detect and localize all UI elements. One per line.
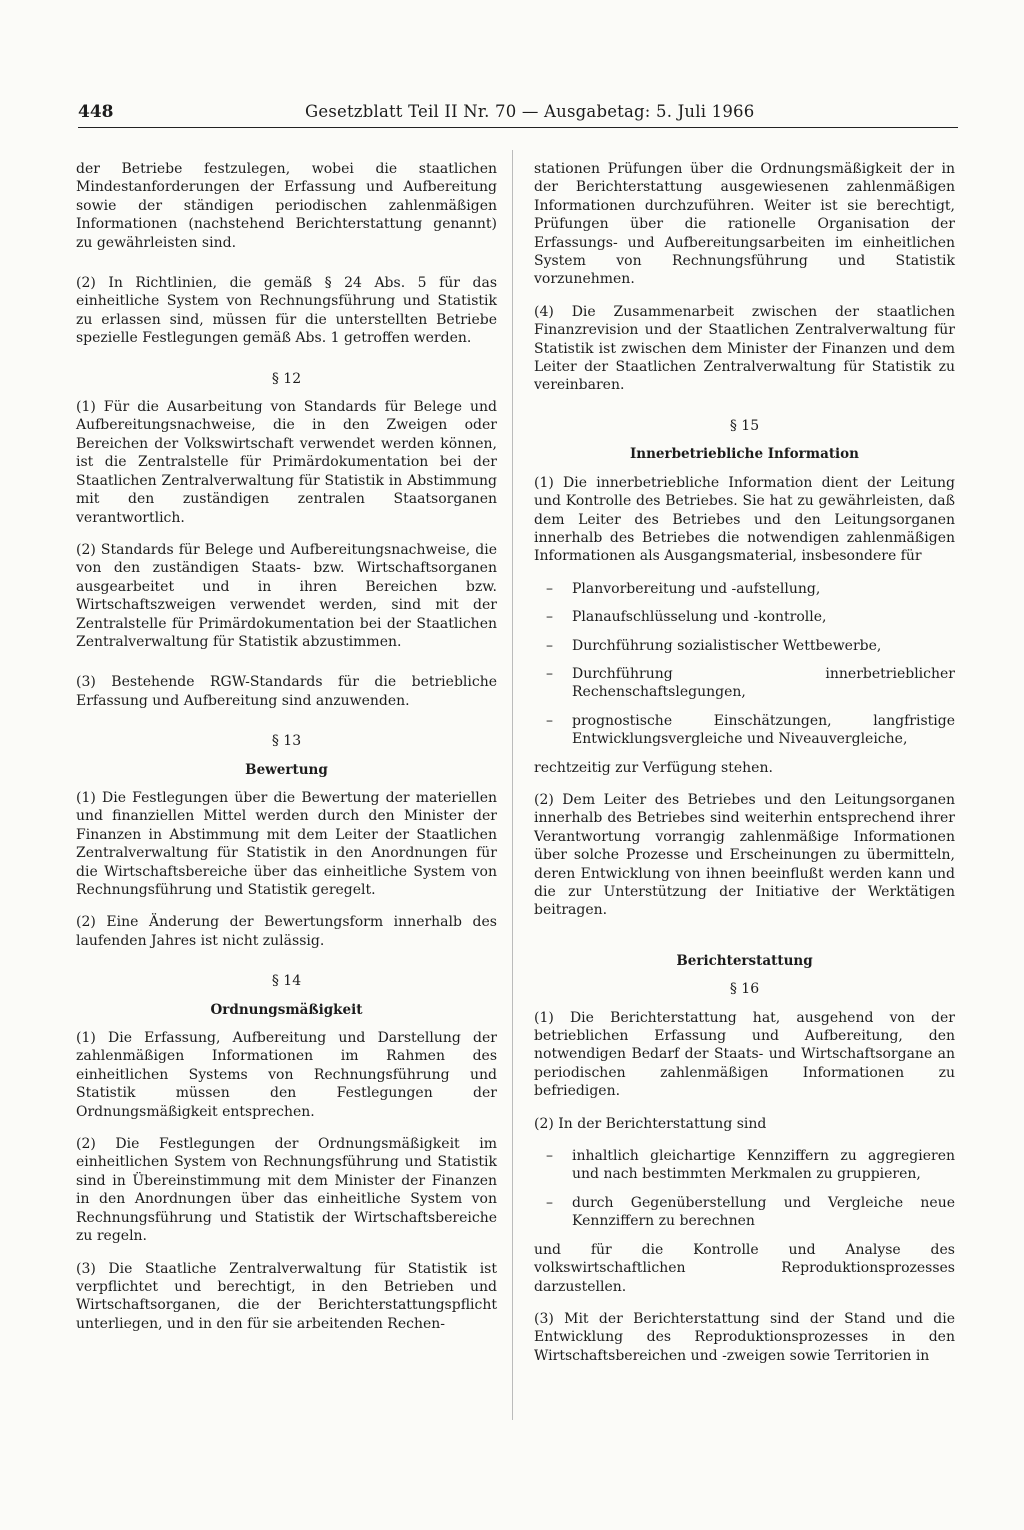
section-title: Berichterstattung (676, 952, 813, 969)
section-number: § 12 (271, 370, 302, 387)
paragraph: (3) Mit der Berichterstattung sind der Stand und die Entwicklung des Reproduktionsprozesses in den Wirtschaftsbereichen und -zweigen sowie Territorien in (534, 1310, 955, 1364)
page-number: 448 (78, 102, 114, 122)
paragraph: (1) Die innerbetriebliche Information dient der Leitung und Kontrolle des Betriebes. Sie hat zu gewährleisten, daß dem Leiter des Betriebes und den Leitungsorganen innerhalb des Betriebes die notwendigen zahlenmäßigen Informationen als Ausgangsmaterial, insbesondere für (534, 474, 955, 565)
section-title: Innerbetriebliche Information (629, 446, 860, 463)
section-number: § 13 (271, 733, 302, 750)
paragraph: rechtzeitig zur Verfügung stehen. (534, 759, 773, 776)
paragraph: (4) Die Zusammenarbeit zwischen der staatlichen Finanzrevision und der Staatlichen Zentralverwaltung für Statistik ist zwischen dem Minister der Finanzen und dem Leiter der Staatlichen Zentralverwaltung für Statistik zu vereinbaren. (534, 303, 955, 394)
paragraph: (3) Die Staatliche Zentralverwaltung für Statistik ist verpflichtet und berechtigt, in den Betrieben und Wirtschaftsorganen, die der Berichterstattungspflicht unterliegen, und in den für sie arbeitenden Rechen- (76, 1260, 497, 1332)
right-column (534, 160, 955, 1379)
dash-list (534, 580, 955, 749)
page-header (0, 0, 1024, 130)
list-item: – inhaltlich gleichartige Kennziffern zu aggregieren und nach bestimmten Merkmalen zu gruppieren, (534, 1147, 955, 1184)
list-item: – prognostische Einschätzungen, langfristige Entwicklungsvergleiche und Niveauvergleiche, (534, 712, 955, 749)
paragraph: (2) In Richtlinien, die gemäß § 24 Abs. 5 für das einheitliche System von Rechnungsführung und Statistik zu erlassen sind, müssen für die unterstellten Betriebe spezielle Festlegungen gemäß Abs. 1 getroffen werden. (76, 275, 497, 347)
list-item: – Durchführung innerbetrieblicher Rechenschaftslegungen, (534, 665, 955, 702)
list-item: – durch Gegenüberstellung und Vergleiche neue Kennziffern zu berechnen (534, 1194, 955, 1231)
paragraph: (2) Standards für Belege und Aufbereitungsnachweise, die von den zuständigen Staats- bzw. Wirtschaftsorganen ausgearbeitet und in ihren Bereichen bzw. Wirtschaftszweigen verwendet werden, sind mit der Zentralstelle für Primärdokumentation bei der Staatlichen Zentralverwaltung für Statistik abzustimmen. (76, 541, 497, 650)
column-divider (512, 150, 513, 1420)
paragraph: der Betriebe festzulegen, wobei die staatlichen Mindestanforderungen der Erfassung und Aufbereitung sowie der ständigen periodischen zahlenmäßigen Informationen (nachstehend Berichterstattung genannt) zu gewährleisten sind. (76, 161, 497, 251)
section-number: § 15 (729, 417, 760, 434)
paragraph: (1) Die Festlegungen über die Bewertung der materiellen und finanziellen Mittel werden durch den Minister der Finanzen in Abstimmung mit dem Leiter der Staatlichen Zentralverwaltung für Statistik in den Anordnungen für die Wirtschaftsbereiche über das einheitliche System von Rechnungsführung und Statistik geregelt. (76, 789, 497, 898)
paragraph: (2) Eine Änderung der Bewertungsform innerhalb des laufenden Jahres ist nicht zulässig. (76, 914, 497, 949)
paragraph: (3) Bestehende RGW-Standards für die betriebliche Erfassung und Aufbereitung sind anzuwenden. (76, 674, 497, 709)
paragraph: (2) Dem Leiter des Betriebes und den Leitungsorganen innerhalb des Betriebes sind weiterhin entsprechend ihrer Verantwortung vorrangig zahlenmäßige Informationen über solche Prozesse und Erscheinungen zu übermitteln, deren Entwicklung von ihnen beeinflußt werden kann und die zur Unterstützung der Initiative der Werktätigen beitragen. (534, 791, 955, 919)
section-title: Ordnungsmäßigkeit (210, 1001, 363, 1018)
section-title: Bewertung (245, 761, 328, 778)
section-number: § 16 (729, 981, 760, 998)
list-item: – Planvorbereitung und -aufstellung, (534, 580, 955, 598)
left-column (76, 160, 497, 1347)
paragraph: stationen Prüfungen über die Ordnungsmäßigkeit der in der Berichterstattung ausgewiesenen zahlenmäßigen Informationen durchzuführen. Weiter ist sie berechtigt, Prüfungen über die rationelle Organisation der Erfassungs- und Aufbereitungsarbeiten im einheitlichen System von Rechnungsführung und Statistik vorzunehmen. (534, 161, 955, 288)
header-title: Gesetzblatt Teil II Nr. 70 — Ausgabetag: 5. Juli 1966 (305, 102, 755, 121)
section-number: § 14 (271, 973, 302, 990)
paragraph: (2) In der Berichterstattung sind (534, 1115, 767, 1132)
dash-list (534, 1147, 955, 1231)
header-rule (78, 127, 958, 128)
list-item: – Durchführung sozialistischer Wettbewerbe, (534, 637, 955, 655)
paragraph: (2) Die Festlegungen der Ordnungsmäßigkeit im einheitlichen System von Rechnungsführung und Statistik sind in Übereinstimmung mit dem Minister der Finanzen in den Anordnungen über das einheitliche System von Rechnungsführung und Statistik der Wirtschaftsbereiche zu regeln. (76, 1136, 497, 1245)
paragraph: (1) Die Erfassung, Aufbereitung und Darstellung der zahlenmäßigen Informationen im Rahmen des einheitlichen Systems von Rechnungsführung und Statistik müssen den Festlegungen der Ordnungsmäßigkeit entsprechen. (76, 1030, 497, 1120)
paragraph: und für die Kontrolle und Analyse des volkswirtschaftlichen Reproduktionsprozesses darzustellen. (534, 1241, 955, 1295)
list-item: – Planaufschlüsselung und -kontrolle, (534, 608, 955, 626)
paragraph: (1) Die Berichterstattung hat, ausgehend von der betrieblichen Erfassung und Aufbereitung, den notwendigen Bedarf der Staats- und Wirtschaftsorgane an periodischen zahlenmäßigen Informationen zu befriedigen. (534, 1009, 955, 1100)
paragraph: (1) Für die Ausarbeitung von Standards für Belege und Aufbereitungsnachweise, die in den Zweigen oder Bereichen der Volkswirtschaft verwendet werden können, ist die Zentralstelle für Primärdokumentation bei der Staatlichen Zentralverwaltung für Statistik in Abstimmung mit den zuständigen zentralen Staatsorganen verantwortlich. (76, 399, 497, 526)
